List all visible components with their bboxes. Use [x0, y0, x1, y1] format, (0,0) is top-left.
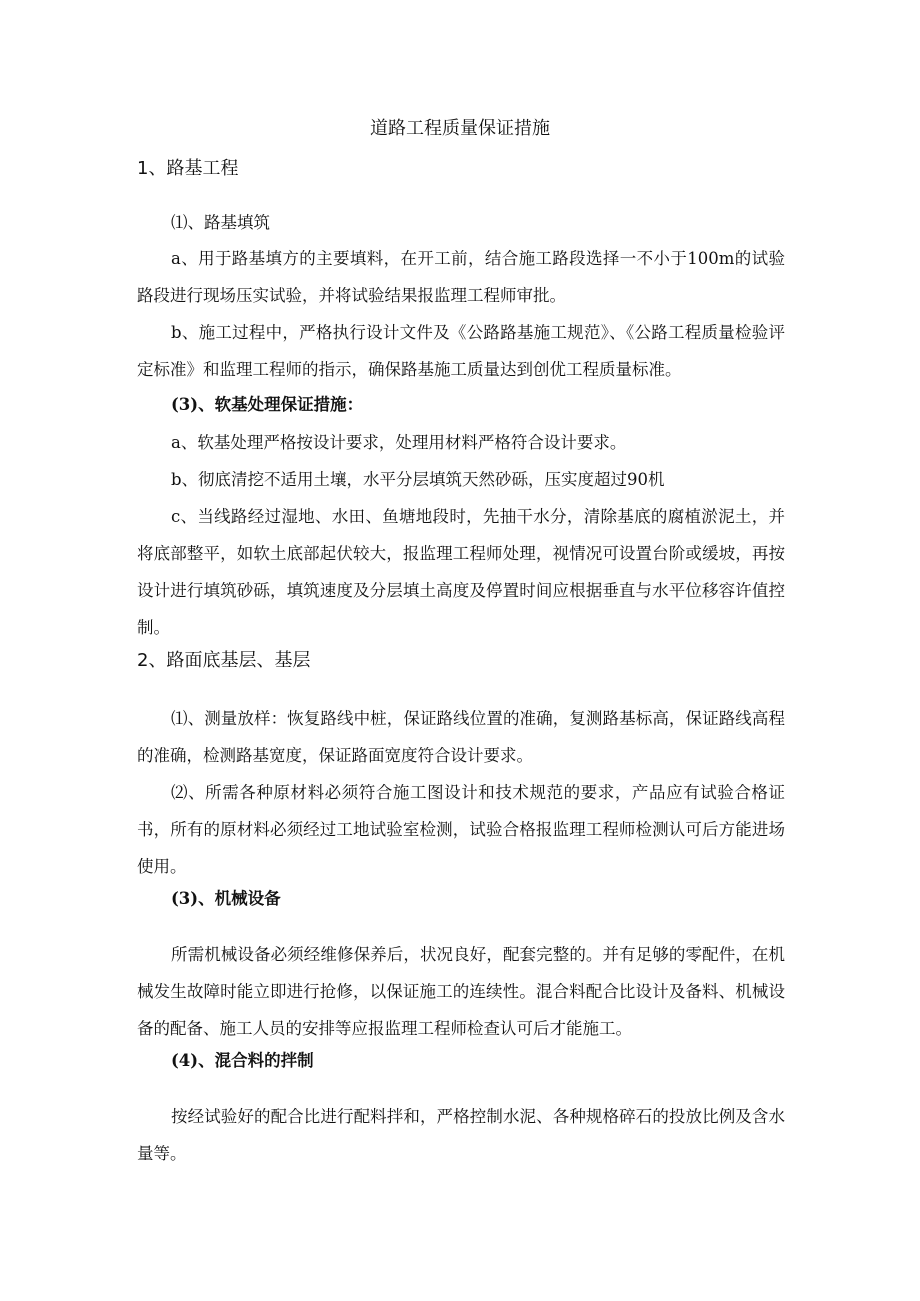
paragraph-materials: ⑵、所需各种原材料必须符合施工图设计和技术规范的要求，产品应有试验合格证书，所有的原材料必须经过工地试验室检测，试验合格报监理工程师检测认可后方能进场使用。	[137, 783, 785, 876]
subheading-soft-foundation: (3)、软基处理保证措施：	[171, 395, 364, 414]
section-heading-pavement-base: 2、路面底基层、基层	[137, 650, 311, 671]
subheading-roadbed-filling: ⑴、路基填筑	[171, 213, 270, 232]
document-title: 道路工程质量保证措施	[370, 118, 550, 139]
section-heading-roadbed: 1、路基工程	[137, 158, 239, 179]
paragraph-roadbed-a: a、用于路基填方的主要填料，在开工前，结合施工路段选择一不小于100m的试验路段进行现场压实试验，并将试验结果报监理工程师审批。	[137, 249, 785, 305]
paragraph-soft-b: b、彻底清挖不适用土壤，水平分层填筑天然砂砾，压实度超过90机	[171, 470, 665, 489]
paragraph-mixing: 按经试验好的配合比进行配料拌和，严格控制水泥、各种规格碎石的投放比例及含水量等。	[137, 1107, 785, 1163]
subheading-machinery: (3)、机械设备	[171, 889, 281, 908]
subheading-mixing: (4)、混合料的拌制	[171, 1051, 314, 1070]
paragraph-soft-c: c、当线路经过湿地、水田、鱼塘地段时，先抽干水分，清除基底的腐植淤泥土，并将底部整平，如软土底部起伏较大，报监理工程师处理，视情况可设置台阶或缓坡，再按设计进行填筑砂砾，填筑速度及分层填土高度及停置时间应根据垂直与水平位移容许值控制。	[137, 507, 785, 637]
paragraph-roadbed-b: b、施工过程中，严格执行设计文件及《公路路基施工规范》、《公路工程质量检验评定标准》和监理工程师的指示，确保路基施工质量达到创优工程质量标准。	[137, 323, 785, 379]
paragraph-survey: ⑴、测量放样：恢复路线中桩，保证路线位置的准确，复测路基标高，保证路线高程的准确，检测路基宽度，保证路面宽度符合设计要求。	[137, 709, 785, 765]
paragraph-soft-a: a、软基处理严格按设计要求，处理用材料严格符合设计要求。	[171, 433, 627, 452]
paragraph-machinery: 所需机械设备必须经维修保养后，状况良好，配套完整的。并有足够的零配件，在机械发生故障时能立即进行抢修，以保证施工的连续性。混合料配合比设计及备料、机械设备的配备、施工人员的安排等应报监理工程师检查认可后才能施工。	[137, 945, 785, 1038]
